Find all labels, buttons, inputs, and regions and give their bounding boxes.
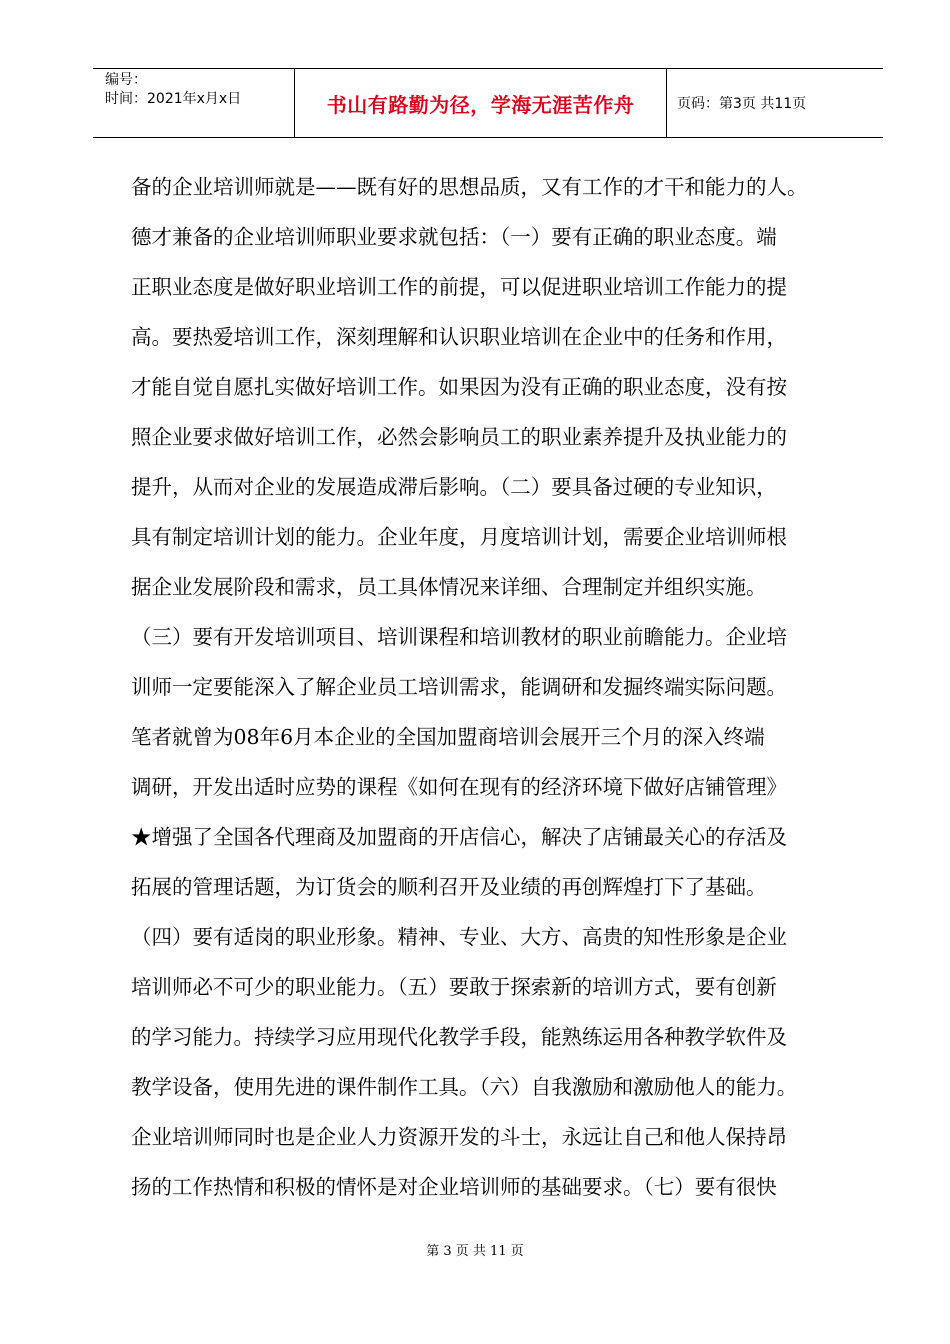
text-line: （三）要有开发培训项目、培训课程和培训教材的职业前瞻能力。企业培 bbox=[131, 625, 787, 649]
page-header bbox=[93, 68, 883, 138]
text-line: 备的企业培训师就是——既有好的思想品质，又有工作的才干和能力的人。 bbox=[131, 175, 808, 199]
text-line: 训师一定要能深入了解企业员工培训需求，能调研和发掘终端实际问题。 bbox=[131, 675, 787, 699]
text-line: （四）要有适岗的职业形象。精神、专业、大方、高贵的知性形象是企业 bbox=[131, 925, 787, 949]
header-page-info: 页码：第3页 共11页 bbox=[677, 96, 807, 112]
text-line: 据企业发展阶段和需求，员工具体情况来详细、合理制定并组织实施。 bbox=[131, 575, 767, 599]
page-footer: 第 3 页 共 11 页 bbox=[426, 1244, 524, 1259]
text-line: 德才兼备的企业培训师职业要求就包括：（一）要有正确的职业态度。端 bbox=[131, 225, 777, 249]
text-line: 具有制定培训计划的能力。企业年度，月度培训计划，需要企业培训师根 bbox=[131, 525, 787, 549]
text-line: 才能自觉自愿扎实做好培训工作。如果因为没有正确的职业态度，没有按 bbox=[131, 375, 787, 399]
document-time-label: 时间：2021年x月x日 bbox=[105, 91, 242, 107]
text-line: 扬的工作热情和积极的情怀是对企业培训师的基础要求。（七）要有很快 bbox=[131, 1175, 777, 1199]
text-line: 培训师必不可少的职业能力。（五）要敢于探索新的培训方式，要有创新 bbox=[131, 975, 777, 999]
header-motto: 书山有路勤为径，学海无涯苦作舟 bbox=[295, 69, 667, 137]
text-line: 调研，开发出适时应势的课程《如何在现有的经济环境下做好店铺管理》 bbox=[131, 775, 787, 799]
document-number-label: 编号： bbox=[105, 72, 147, 88]
text-line: 教学设备，使用先进的课件制作工具。（六）自我激励和激励他人的能力。 bbox=[131, 1075, 798, 1099]
text-line: 正职业态度是做好职业培训工作的前提，可以促进职业培训工作能力的提 bbox=[131, 275, 787, 299]
text-line: 的学习能力。持续学习应用现代化教学手段，能熟练运用各种教学软件及 bbox=[131, 1025, 787, 1049]
text-line: 高。要热爱培训工作，深刻理解和认识职业培训在企业中的任务和作用， bbox=[131, 325, 787, 349]
text-line: 提升，从而对企业的发展造成滞后影响。（二）要具备过硬的专业知识， bbox=[131, 475, 777, 499]
document-body bbox=[131, 162, 856, 1212]
text-line: 拓展的管理话题，为订货会的顺利召开及业绩的再创辉煌打下了基础。 bbox=[131, 875, 767, 899]
text-line: ★增强了全国各代理商及加盟商的开店信心，解决了店铺最关心的存活及 bbox=[131, 825, 787, 849]
text-line: 笔者就曾为08年6月本企业的全国加盟商培训会展开三个月的深入终端 bbox=[131, 725, 765, 749]
text-line: 照企业要求做好培训工作，必然会影响员工的职业素养提升及执业能力的 bbox=[131, 425, 787, 449]
text-line: 企业培训师同时也是企业人力资源开发的斗士，永远让自己和他人保持昂 bbox=[131, 1125, 787, 1149]
header-meta bbox=[93, 69, 295, 137]
